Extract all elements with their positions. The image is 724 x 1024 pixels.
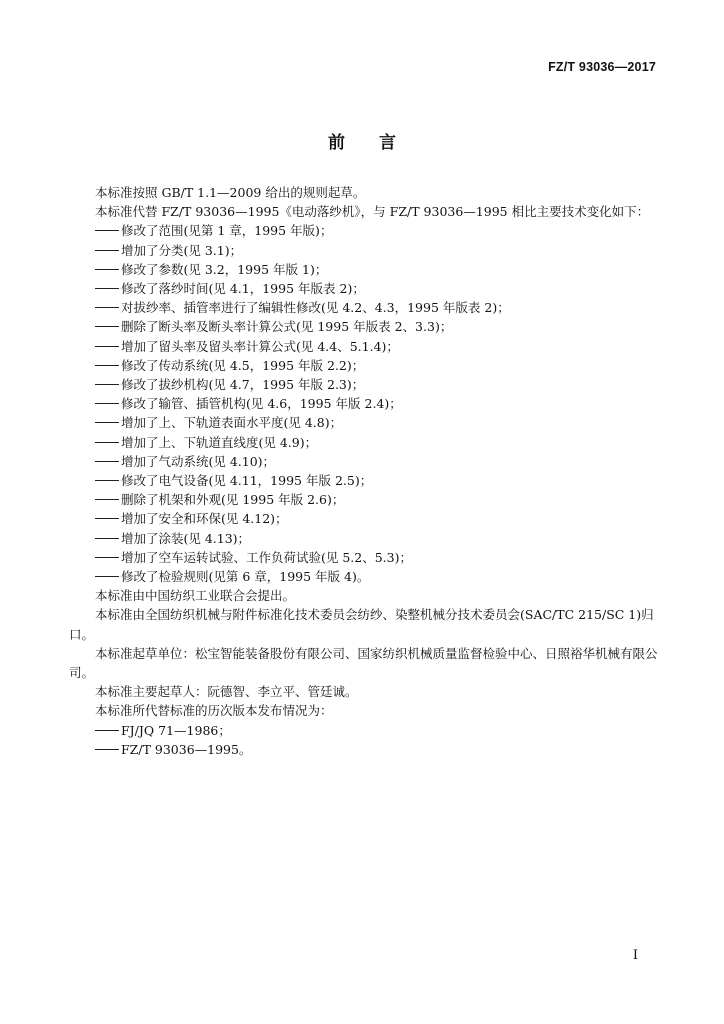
dash-mark <box>95 730 119 731</box>
dash-mark <box>95 288 119 289</box>
list-item: 修改了参数(见 3.2，1995 年版 1)； <box>95 260 665 279</box>
page-number: I <box>632 948 638 963</box>
dash-mark <box>95 422 119 423</box>
list-item: 修改了输管、插管机构(见 4.6，1995 年版 2.4)； <box>95 394 665 413</box>
document-body <box>69 183 665 759</box>
list-item: 修改了传动系统(见 4.5，1995 年版 2.2)； <box>95 356 665 375</box>
dash-mark <box>95 518 119 519</box>
list-item: 对拔纱率、插管率进行了编辑性修改(见 4.2、4.3，1995 年版表 2)； <box>95 298 665 317</box>
list-item: 增加了上、下轨道表面水平度(见 4.8)； <box>95 413 665 432</box>
list-item: 增加了上、下轨道直线度(见 4.9)； <box>95 433 665 452</box>
dash-mark <box>95 250 119 251</box>
history-list <box>95 721 665 759</box>
list-item: 增加了安全和环保(见 4.12)； <box>95 509 665 528</box>
dash-mark <box>95 365 119 366</box>
list-item: 删除了断头率及断头率计算公式(见 1995 年版表 2、3.3)； <box>95 317 665 336</box>
dash-mark <box>95 557 119 558</box>
dash-mark <box>95 442 119 443</box>
dash-mark <box>95 384 119 385</box>
list-item: 增加了分类(见 3.1)； <box>95 241 665 260</box>
dash-mark <box>95 749 119 750</box>
committee-paragraph: 本标准由全国纺织机械与附件标准化技术委员会纺纱、染整机械分技术委员会(SAC/TC 215/SC 1)归口。 <box>69 607 654 642</box>
list-item: 增加了留头率及留头率计算公式(见 4.4、5.1.4)； <box>95 337 665 356</box>
proposer-paragraph: 本标准由中国纺织工业联合会提出。 <box>95 588 296 604</box>
list-item: 删除了机架和外观(见 1995 年版 2.6)； <box>95 490 665 509</box>
dash-mark <box>95 346 119 347</box>
standard-code: FZ/T 93036—2017 <box>548 60 656 74</box>
list-item: 修改了拔纱机构(见 4.7，1995 年版 2.3)； <box>95 375 665 394</box>
list-item: 修改了检验规则(见第 6 章，1995 年版 4)。 <box>95 567 665 586</box>
drafting-units-paragraph: 本标准起草单位：松宝智能装备股份有限公司、国家纺织机械质量监督检验中心、日照裕华机械有限公司。 <box>69 645 658 681</box>
list-item: 增加了空车运转试验、工作负荷试验(见 5.2、5.3)； <box>95 548 665 567</box>
drafters-paragraph: 本标准主要起草人：阮德智、李立平、管廷诚。 <box>95 684 358 700</box>
list-item: FZ/T 93036—1995。 <box>95 740 665 759</box>
dash-mark <box>95 461 119 462</box>
dash-mark <box>95 576 119 577</box>
dash-mark <box>95 480 119 481</box>
changes-list <box>95 221 665 586</box>
intro-paragraph-2: 本标准代替 FZ/T 93036—1995《电动落纱机》，与 FZ/T 93036—1995 相比主要技术变化如下： <box>95 204 650 220</box>
dash-mark <box>95 403 119 404</box>
dash-mark <box>95 499 119 500</box>
dash-mark <box>95 538 119 539</box>
page-title: 前言 <box>328 133 430 153</box>
list-item: 增加了涂装(见 4.13)； <box>95 529 665 548</box>
list-item: 修改了落纱时间(见 4.1，1995 年版表 2)； <box>95 279 665 298</box>
dash-mark <box>95 269 119 270</box>
dash-mark <box>95 230 119 231</box>
list-item: FJ/JQ 71—1986； <box>95 721 665 740</box>
intro-paragraph-1: 本标准按照 GB/T 1.1—2009 给出的规则起草。 <box>95 185 366 200</box>
history-intro-paragraph: 本标准所代替标准的历次版本发布情况为： <box>95 703 333 719</box>
list-item: 修改了范围(见第 1 章，1995 年版)； <box>95 221 665 240</box>
list-item: 修改了电气设备(见 4.11，1995 年版 2.5)； <box>95 471 665 490</box>
dash-mark <box>95 307 119 308</box>
list-item: 增加了气动系统(见 4.10)； <box>95 452 665 471</box>
dash-mark <box>95 326 119 327</box>
